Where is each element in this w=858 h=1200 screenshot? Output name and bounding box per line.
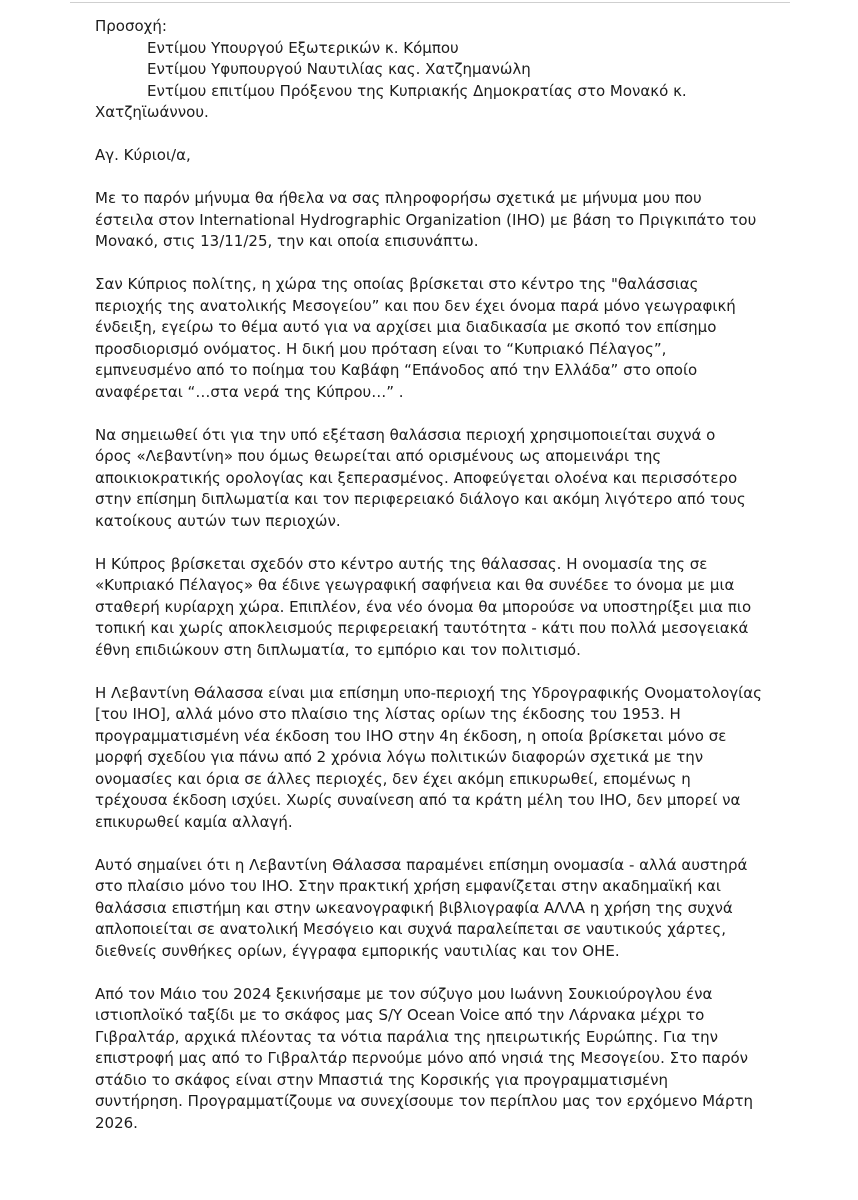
paragraph: [95, 188, 760, 253]
recipient-line: Εντίμου επιτίμου Πρόξενου της Κυπριακής Δημοκρατίας στο Μονακό κ.: [147, 81, 687, 100]
text-line: Η Λεβαντίνη Θάλασσα είναι μια επίσημη υπο-περιοχή της Υδρογραφικής Ονοματολογίας: [95, 683, 762, 702]
text-line: θαλάσσια επιστήμη και στην ωκεανογραφική βιβλιογραφία ΑΛΛΑ η χρήση της συχνά: [95, 898, 733, 917]
text-line: εμπνευσμένο από το ποίημα του Καβάφη “Επάνοδος από την Ελλάδα” στο οποίο: [95, 361, 698, 379]
letter-body: [95, 16, 760, 1134]
text-line: κατοίκους αυτών των περιοχών.: [95, 511, 341, 530]
text-line: έστειλα στον International Hydrographic Organization (IHO) με βάση το Πριγκιπάτο του: [95, 210, 757, 229]
paragraph: [95, 855, 760, 963]
paragraph: [95, 554, 760, 662]
text-line: [του IHO], αλλά μόνο στο πλαίσιο της λίστας ορίων της έκδοσης του 1953. Η: [95, 705, 681, 723]
text-line: προσδιορισμό ονόματος. Η δική μου πρόταση είναι το “Κυπριακό Πέλαγος”,: [95, 339, 667, 358]
text-line: στο πλαίσιο μόνο του IHO. Στην πρακτική χρήση εμφανίζεται στην ακαδημαϊκή και: [95, 877, 721, 895]
text-line: αποικιοκρατικής ορολογίας και ξεπερασμένος. Αποφεύγεται ολοένα και περισσότερο: [95, 468, 738, 487]
text-line: Να σημειωθεί ότι για την υπό εξέταση θαλάσσια περιοχή χρησιμοποιείται συχνά ο: [95, 425, 716, 444]
text-line: Με το παρόν μήνυμα θα ήθελα να σας πληροφορήσω σχετικά με μήνυμα μου που: [95, 189, 702, 207]
text-line: προγραμματισμένη νέα έκδοση του IHO στην 4η έκδοση, η οποία βρίσκεται μόνο σε: [95, 726, 727, 745]
recipient-line: Εντίμου Υφυπουργού Ναυτιλίας κας. Χατζημανώλη: [147, 60, 531, 78]
text-line: ονομασίες και όρια σε άλλες περιοχές, δεν έχει ακόμη επικυρωθεί, επομένως η: [95, 769, 691, 788]
recipient-line-continued: Χατζηϊωάννου.: [95, 103, 209, 121]
paragraph: [95, 984, 760, 1135]
text-line: επιστροφή μας από το Γιβραλτάρ περνούμε μόνο από νησιά της Μεσογείου. Στο παρόν: [95, 1049, 749, 1067]
text-line: Σαν Κύπριος πολίτης, η χώρα της οποίας βρίσκεται στο κέντρο της "θαλάσσιας: [95, 275, 699, 293]
text-line: Από τον Μάιο του 2024 ξεκινήσαμε με τον σύζυγο μου Ιωάννη Σουκιούρογλου ένα: [95, 984, 713, 1003]
paragraph: [95, 274, 760, 403]
text-line: διεθνείς συνθήκες ορίων, έγγραφα εμπορικής ναυτιλίας και τον ΟΗΕ.: [95, 941, 620, 960]
text-line: μορφή σχεδίου για πάνω από 2 χρόνια λόγω πολιτικών διαφορών σχετικά με την: [95, 748, 704, 766]
text-line: ιστιοπλοϊκό ταξίδι με το σκάφος μας S/Y Ocean Voice από την Λάρνακα μέχρι το: [95, 1006, 705, 1024]
text-line: Μονακό, στις 13/11/25, την και οποία επισυνάπτω.: [95, 232, 479, 250]
text-line: τοπική και χωρίς αποκλεισμούς περιφερειακή ταυτότητα - κάτι που πολλά μεσογειακά: [95, 619, 749, 637]
text-line: Η Κύπρος βρίσκεται σχεδόν στο κέντρο αυτής της θάλασσας. Η ονομασία της σε: [95, 554, 708, 573]
text-line: ένδειξη, εγείρω το θέμα αυτό για να αρχίσει μια διαδικασία με σκοπό τον επίσημο: [95, 318, 717, 336]
attention-label: Προσοχή:: [95, 17, 167, 35]
text-line: επικυρωθεί καμία αλλαγή.: [95, 812, 293, 831]
text-line: Γιβραλτάρ, αρχικά πλέοντας τα νότια παράλια της ηπειρωτικής Ευρώπης. Για την: [95, 1027, 718, 1046]
salutation: Αγ. Κύριοι/α,: [95, 146, 191, 164]
text-line: σταθερή κυρίαρχη χώρα. Επιπλέον, ένα νέο όνομα θα μπορούσε να υποστηρίξει μια πιο: [95, 597, 752, 616]
text-line: αναφέρεται “…στα νερά της Κύπρου…” .: [95, 382, 404, 401]
text-line: στάδιο το σκάφος είναι στην Μπαστιά της Κορσικής για προγραμματισμένη: [95, 1070, 668, 1089]
paragraph: [95, 683, 760, 834]
text-line: απλοποιείται σε ανατολική Μεσόγειο και συχνά παραλείπεται σε ναυτικούς χάρτες,: [95, 920, 726, 938]
text-line: τρέχουσα έκδοση ισχύει. Χωρίς συναίνεση από τα κράτη μέλη του IHO, δεν μπορεί να: [95, 791, 741, 809]
page-top-divider: [70, 2, 790, 3]
text-line: Αυτό σημαίνει ότι η Λεβαντίνη Θάλασσα παραμένει επίσημη ονομασία - αλλά αυστηρά: [95, 855, 748, 874]
text-line: στην επίσημη διπλωματία και τον περιφερειακό διάλογο και ακόμη λιγότερο από τους: [95, 490, 746, 508]
text-line: έθνη επιδιώκουν στη διπλωματία, το εμπόριο και τον πολιτισμό.: [95, 640, 581, 659]
text-line: 2026.: [95, 1113, 138, 1132]
paragraph: [95, 425, 760, 533]
recipient-line: Εντίμου Υπουργού Εξωτερικών κ. Κόμπου: [147, 38, 459, 57]
text-line: περιοχής της ανατολικής Μεσογείου” και που δεν έχει όνομα παρά μόνο γεωγραφική: [95, 296, 736, 315]
text-line: συντήρηση. Προγραμματίζουμε να συνεχίσουμε τον περίπλου μας τον ερχόμενο Μάρτη: [95, 1092, 754, 1110]
text-line: «Κυπριακό Πέλαγος» θα έδινε γεωγραφική σαφήνεια και θα συνέδεε το όνομα με μια: [95, 576, 735, 594]
text-line: όρος «Λεβαντίνη» που όμως θεωρείται από ορισμένους ως απομεινάρι της: [95, 447, 662, 465]
